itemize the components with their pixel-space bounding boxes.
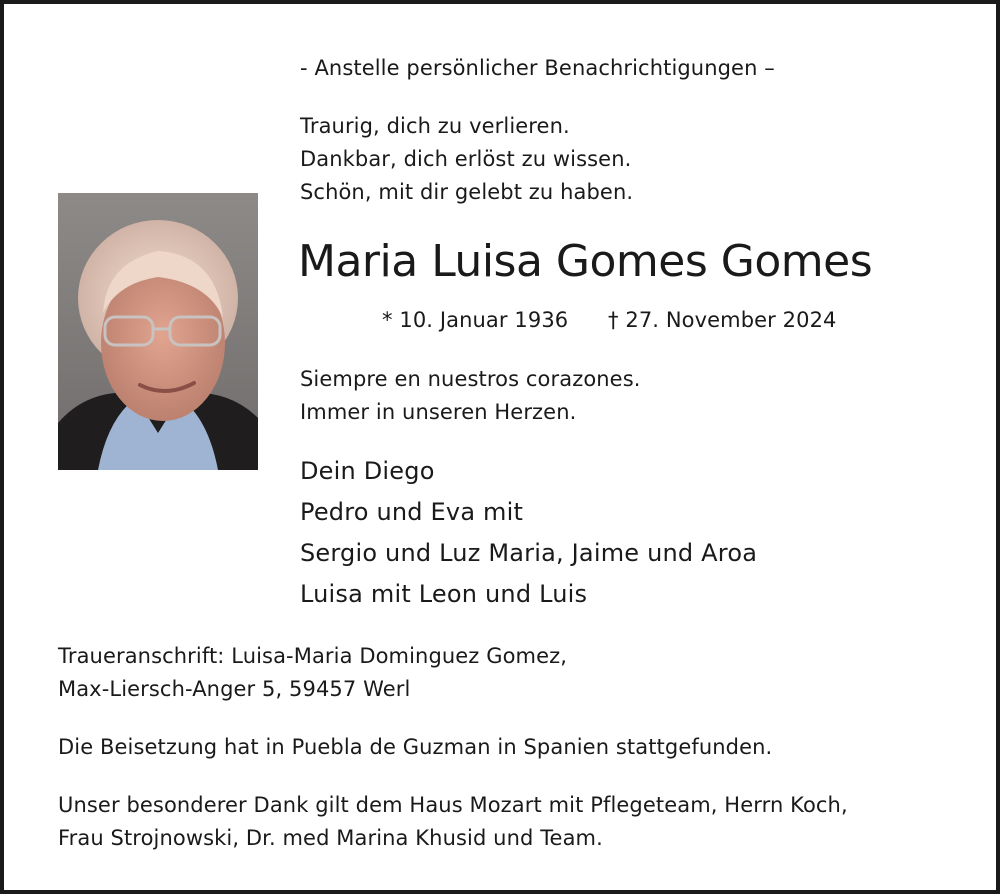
portrait-photo <box>58 193 258 470</box>
birth-date: * 10. Januar 1936 <box>382 308 569 332</box>
deceased-name: Maria Luisa Gomes Gomes <box>298 236 873 287</box>
address-line-1: Traueranschrift: Luisa-Maria Dominguez Gomez, <box>58 644 567 668</box>
motto-line-2: Immer in unseren Herzen. <box>300 400 577 424</box>
poem-line-3: Schön, mit dir gelebt zu haben. <box>300 180 634 204</box>
family-line-3: Sergio und Luz Maria, Jaime und Aroa <box>300 539 758 567</box>
poem-line-2: Dankbar, dich erlöst zu wissen. <box>300 147 632 171</box>
burial-note: Die Beisetzung hat in Puebla de Guzman in Spanien stattgefunden. <box>58 735 773 759</box>
death-date: † 27. November 2024 <box>608 308 837 332</box>
family-line-1: Dein Diego <box>300 457 435 485</box>
poem-line-1: Traurig, dich zu verlieren. <box>300 114 570 138</box>
intro-line: - Anstelle persönlicher Benachrichtigungen – <box>300 56 775 80</box>
address-line-2: Max-Liersch-Anger 5, 59457 Werl <box>58 677 411 701</box>
motto-line-1: Siempre en nuestros corazones. <box>300 367 641 391</box>
family-line-2: Pedro und Eva mit <box>300 498 524 526</box>
thanks-line-2: Frau Strojnowski, Dr. med Marina Khusid und Team. <box>58 826 603 850</box>
family-line-4: Luisa mit Leon und Luis <box>300 580 588 608</box>
thanks-line-1: Unser besonderer Dank gilt dem Haus Mozart mit Pflegeteam, Herrn Koch, <box>58 793 848 817</box>
